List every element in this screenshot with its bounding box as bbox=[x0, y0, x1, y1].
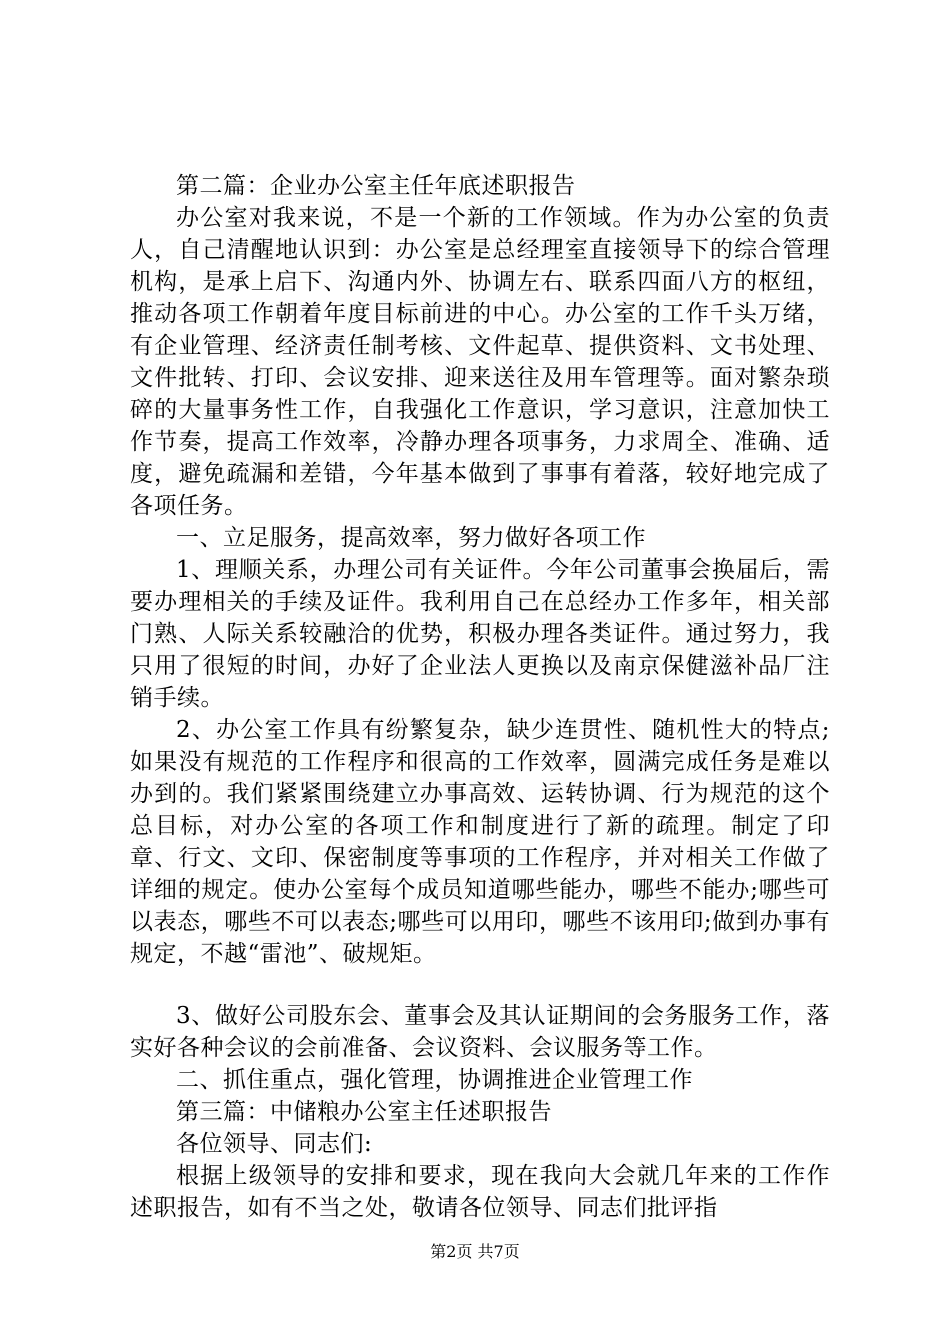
section-heading: 第二篇：企业办公室主任年底述职报告 bbox=[176, 173, 576, 199]
page-number-footer: 第2页 共7页 bbox=[430, 1242, 520, 1261]
body-paragraph: 办公室对我来说，不是一个新的工作领域。作为办公室的负责人，自己清醒地认识到：办公室是总经理室直接领导下的综合管理机构，是承上启下、沟通内外、协调左右、联系四面八方的枢纽，推动各项工作朝着年度目标前进的中心。办公室的工作千头万绪，有企业管理、经济责任制考核、文件起草、提供资料、文书处理、文件批转、打印、会议安排、迎来送往及用车管理等。面对繁杂琐碎的大量事务性工作，自我强化工作意识，学习意识，注意加快工作节奏，提高工作效率，冷静办理各项事务，力求周全、准确、适度，避免疏漏和差错，今年基本做到了事事有着落，较好地完成了各项任务。 bbox=[130, 205, 830, 519]
section-heading: 第三篇：中储粮办公室主任述职报告 bbox=[176, 1099, 552, 1125]
section-subheading: 一、立足服务，提高效率，努力做好各项工作 bbox=[176, 525, 646, 551]
body-paragraph: 2、办公室工作具有纷繁复杂，缺少连贯性、随机性大的特点;如果没有规范的工作程序和很高的工作效率，圆满完成任务是难以办到的。我们紧紧围绕建立办事高效、运转协调、行为规范的这个总目标，对办公室的各项工作和制度进行了新的疏理。制定了印章、行文、文印、保密制度等事项的工作程序，并对相关工作做了详细的规定。使办公室每个成员知道哪些能办，哪些不能办;哪些可以表态，哪些不可以表态;哪些可以用印，哪些不该用印;做到办事有规定，不越“雷池”、破规矩。 bbox=[130, 717, 830, 967]
body-paragraph: 根据上级领导的安排和要求，现在我向大会就几年来的工作作述职报告，如有不当之处，敬请各位领导、同志们批评指 bbox=[130, 1163, 830, 1221]
body-paragraph: 1、理顺关系，办理公司有关证件。今年公司董事会换届后，需要办理相关的手续及证件。我利用自己在总经办工作多年，相关部门熟、人际关系较融洽的优势，积极办理各类证件。通过努力，我只用了很短的时间，办好了企业法人更换以及南京保健滋补品厂注销手续。 bbox=[130, 557, 830, 711]
section-subheading: 二、抓住重点，强化管理，协调推进企业管理工作 bbox=[176, 1067, 693, 1093]
document-body bbox=[130, 170, 830, 1224]
salutation: 各位领导、同志们: bbox=[176, 1131, 373, 1157]
paragraph-gap bbox=[130, 970, 830, 1000]
body-paragraph: 3、做好公司股东会、董事会及其认证期间的会务服务工作，落实好各种会议的会前准备、会议资料、会议服务等工作。 bbox=[130, 1003, 830, 1061]
